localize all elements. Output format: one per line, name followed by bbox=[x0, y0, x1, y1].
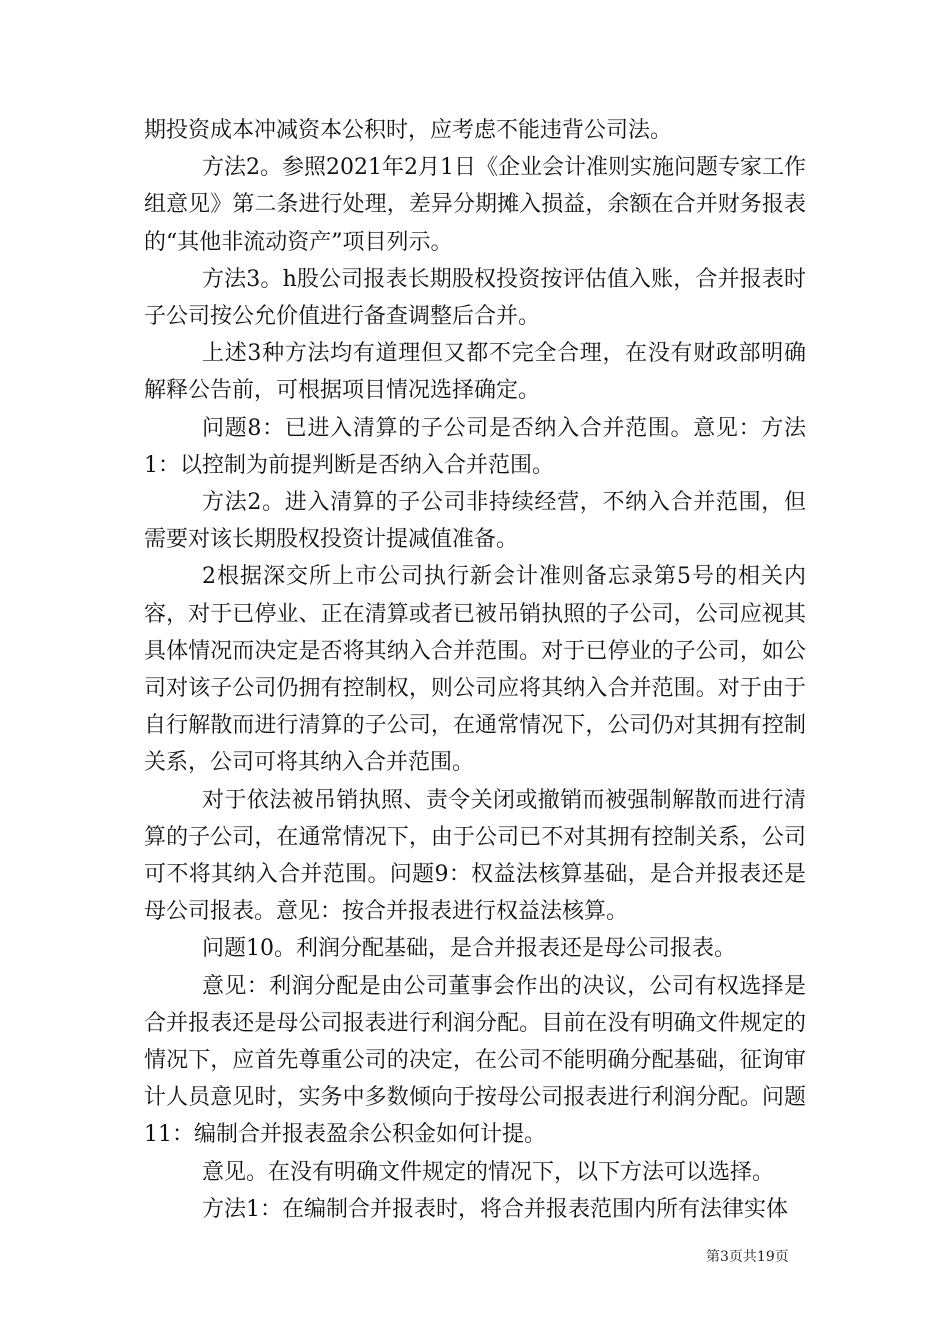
paragraph-question-8: 问题8：已进入清算的子公司是否纳入合并范围。意见：方法1：以控制为前提判断是否纳入合并范围。 bbox=[144, 415, 806, 478]
document-body bbox=[144, 112, 806, 1228]
paragraph-summary: 上述3种方法均有道理但又都不完全合理，在没有财政部明确解释公告前，可根据项目情况选择确定。 bbox=[144, 341, 806, 404]
paragraph-q10-opinion: 意见：利润分配是由公司董事会作出的决议，公司有权选择是合并报表还是母公司报表进行利润分配。目前在没有明确文件规定的情况下，应首先尊重公司的决定，在公司不能明确分配基础，征询审计人员意见时，实务中多数倾向于按母公司报表进行利润分配。问题11：编制合并报表盈余公积金如何计提。 bbox=[144, 973, 806, 1148]
paragraph-method-2: 方法2。参照2021年2月1日《企业会计准则实施问题专家工作组意见》第二条进行处理，差异分期摊入损益，余额在合并财务报表的“其他非流动资产”项目列示。 bbox=[144, 155, 806, 255]
paragraph-szse-memo: 2根据深交所上市公司执行新会计准则备忘录第5号的相关内容，对于已停业、正在清算或者已被吊销执照的子公司，公司应视其具体情况而决定是否将其纳入合并范围。对于已停业的子公司，如公司对该子公司仍拥有控制权，则公司应将其纳入合并范围。对于由于自行解散而进行清算的子公司，在通常情况下，公司仍对其拥有控制关系，公司可将其纳入合并范围。 bbox=[144, 564, 806, 776]
paragraph-continuation: 期投资成本冲减资本公积时，应考虑不能违背公司法。 bbox=[144, 118, 673, 143]
paragraph-q8-method-2: 方法2。进入清算的子公司非持续经营，不纳入合并范围，但需要对该长期股权投资计提减值准备。 bbox=[144, 490, 806, 553]
paragraph-method-3: 方法3。h股公司报表长期股权投资按评估值入账，合并报表时子公司按公允价值进行备查调整后合并。 bbox=[144, 266, 806, 330]
paragraph-q11-method-1: 方法1：在编制合并报表时，将合并报表范围内所有法律实体 bbox=[202, 1196, 788, 1222]
paragraph-q11-opinion: 意见。在没有明确文件规定的情况下，以下方法可以选择。 bbox=[202, 1159, 775, 1185]
page-number: 第3页共19页 bbox=[706, 1249, 789, 1265]
paragraph-question-9: 对于依法被吊销执照、责令关闭或撤销而被强制解散而进行清算的子公司，在通常情况下，由于公司已不对其拥有控制关系，公司可不将其纳入合并范围。问题9：权益法核算基础，是合并报表还是母公司报表。意见：按合并报表进行权益法核算。 bbox=[144, 787, 806, 925]
paragraph-question-10: 问题10。利润分配基础，是合并报表还是母公司报表。 bbox=[202, 936, 736, 962]
